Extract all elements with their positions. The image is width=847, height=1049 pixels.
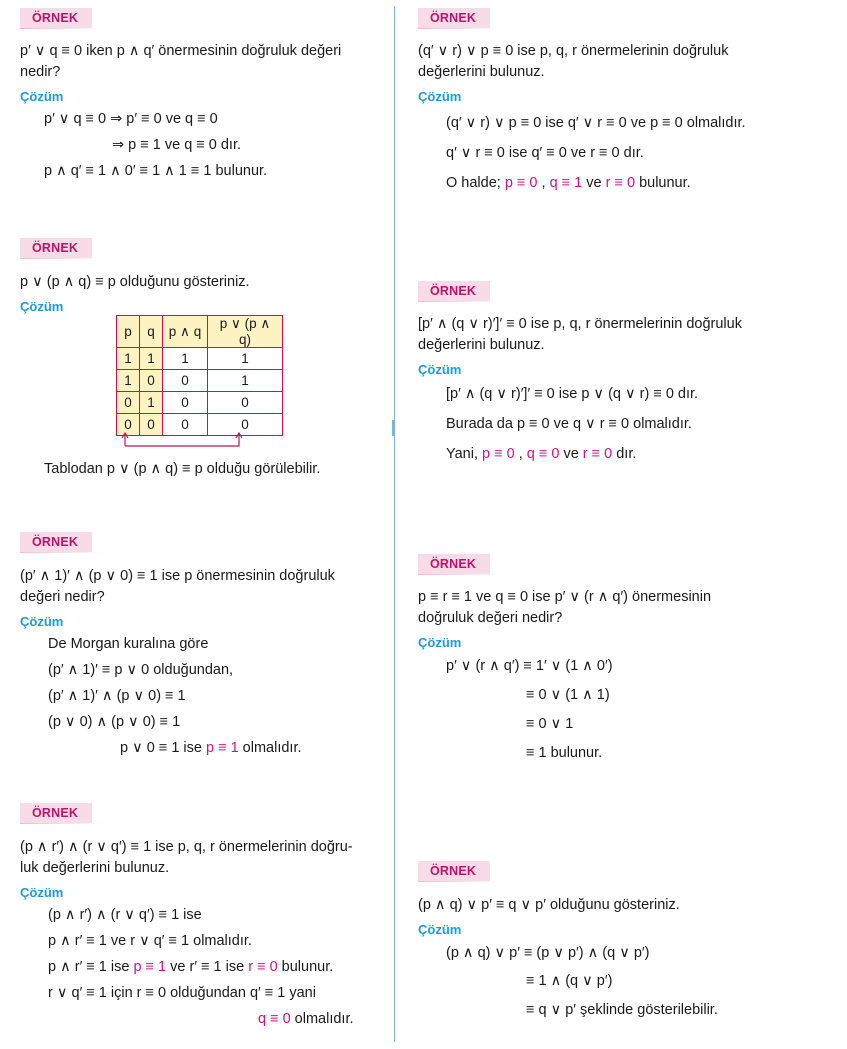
example-badge: ÖRNEK <box>418 554 490 574</box>
table-conclusion: Tablodan p ∨ (p ∧ q) ≡ p olduğu görülebilir. <box>44 461 321 477</box>
table-row <box>117 348 283 370</box>
table-cell: 0 <box>140 370 163 392</box>
solution-line: q′ ∨ r ≡ 0 ise q′ ≡ 0 ve r ≡ 0 dır. <box>446 145 644 161</box>
table-cell: 1 <box>140 392 163 414</box>
solution-line: [p′ ∧ (q ∨ r)′]′ ≡ 0 ise p ∨ (q ∨ r) ≡ 0 dır. <box>446 386 699 402</box>
solution-line: p′ ∨ (r ∧ q′) ≡ 1′ ∨ (1 ∧ 0′) <box>446 658 613 674</box>
highlighted-result: q ≡ 1 <box>549 175 583 191</box>
highlighted-result: p ≡ 0 <box>504 175 538 191</box>
example-badge: ÖRNEK <box>20 8 92 28</box>
left-example-4 <box>20 803 382 1032</box>
highlighted-result: p ≡ 0 <box>482 446 515 462</box>
left-example-1 <box>20 8 380 184</box>
solution-line: p ∧ r′ ≡ 1 ve r ∨ q′ ≡ 1 olmalıdır. <box>48 933 252 949</box>
solution-line: ≡ 1 bulunur. <box>526 745 603 761</box>
example-badge: ÖRNEK <box>418 861 490 881</box>
example-badge: ÖRNEK <box>20 238 92 258</box>
table-cell: 1 <box>117 370 140 392</box>
table-cell: 1 <box>163 348 208 370</box>
solution-line: (p ∨ 0) ∧ (p ∨ 0) ≡ 1 <box>48 714 181 730</box>
solution-label: Çözüm <box>418 89 462 104</box>
solution-label: Çözüm <box>418 635 462 650</box>
column-divider-notch <box>392 420 395 436</box>
solution-line: O halde; p ≡ 0 , q ≡ 1 ve r ≡ 0 bulunur. <box>446 175 691 191</box>
table-cell: 0 <box>140 414 163 436</box>
solution-label: Çözüm <box>418 362 462 377</box>
table-cell: 0 <box>163 414 208 436</box>
solution-line: ⇒ p ≡ 1 ve q ≡ 0 dır. <box>112 137 242 153</box>
table-cell: 1 <box>208 348 283 370</box>
solution-label: Çözüm <box>418 922 462 937</box>
table-cell: q <box>140 316 163 348</box>
solution-line: p ∨ 0 ≡ 1 ise p ≡ 1 olmalıdır. <box>120 740 302 756</box>
solution-line: ≡ 0 ∨ (1 ∧ 1) <box>526 687 610 703</box>
table-cell: 1 <box>117 348 140 370</box>
right-example-1 <box>418 8 828 198</box>
question: p ∨ (p ∧ q) ≡ p olduğunu gösteriniz. <box>20 274 250 290</box>
question: (p ∧ r′) ∧ (r ∨ q′) ≡ 1 ise p, q, r önermelerinin doğru- luk değerlerini bulunuz. <box>20 839 353 876</box>
table-cell: p ∨ (p ∧ q) <box>208 316 283 348</box>
question: p′ ∨ q ≡ 0 iken p ∧ q′ önermesinin doğruluk değeri nedir? <box>20 43 342 80</box>
solution-label: Çözüm <box>20 89 64 104</box>
solution-line: Burada da p ≡ 0 ve q ∨ r ≡ 0 olmalıdır. <box>446 416 692 432</box>
solution-line: Yani, p ≡ 0 , q ≡ 0 ve r ≡ 0 dır. <box>446 446 637 462</box>
highlighted-result: r ≡ 0 <box>582 446 613 462</box>
example-badge: ÖRNEK <box>418 8 490 28</box>
highlighted-result: q ≡ 0 <box>526 446 560 462</box>
table-cell: 0 <box>208 414 283 436</box>
solution-line: (p ∧ r′) ∧ (r ∨ q′) ≡ 1 ise <box>48 907 202 923</box>
solution-line: De Morgan kuralına göre <box>48 636 209 652</box>
highlighted-result: r ≡ 0 <box>605 175 636 191</box>
question: (p ∧ q) ∨ p′ ≡ q ∨ p′ olduğunu gösteriniz. <box>418 897 680 913</box>
table-row <box>117 392 283 414</box>
question: (q′ ∨ r) ∨ p ≡ 0 ise p, q, r önermelerinin doğruluk değerlerini bulunuz. <box>418 43 729 80</box>
right-example-3 <box>418 554 828 768</box>
example-badge: ÖRNEK <box>20 803 92 823</box>
solution-line: ≡ q ∨ p′ şeklinde gösterilebilir. <box>526 1002 718 1018</box>
solution-line: (q′ ∨ r) ∨ p ≡ 0 ise q′ ∨ r ≡ 0 ve p ≡ 0 olmalıdır. <box>446 115 746 131</box>
table-cell: 0 <box>208 392 283 414</box>
comparison-arrows <box>116 430 246 450</box>
table-cell: p <box>117 316 140 348</box>
solution-line: (p ∧ q) ∨ p′ ≡ (p ∨ p′) ∧ (q ∨ p′) <box>446 945 650 961</box>
solution-line: (p′ ∧ 1)′ ∧ (p ∨ 0) ≡ 1 <box>48 688 186 704</box>
left-example-2 <box>20 238 380 314</box>
solution-line: r ∨ q′ ≡ 1 için r ≡ 0 olduğundan q′ ≡ 1 yani <box>48 985 316 1001</box>
solution-line: ≡ 1 ∧ (q ∨ p′) <box>526 973 613 989</box>
question: p ≡ r ≡ 1 ve q ≡ 0 ise p′ ∨ (r ∧ q′) önermesinin doğruluk değeri nedir? <box>418 589 712 626</box>
example-badge: ÖRNEK <box>418 281 490 301</box>
solution-line: p ∧ q′ ≡ 1 ∧ 0′ ≡ 1 ∧ 1 ≡ 1 bulunur. <box>44 163 268 179</box>
solution-label: Çözüm <box>20 614 64 629</box>
solution-line: q ≡ 0 olmalıdır. <box>258 1011 354 1027</box>
column-divider <box>394 6 395 1042</box>
table-cell: 0 <box>117 414 140 436</box>
solution-line: p ∧ r′ ≡ 1 ise p ≡ 1 ve r′ ≡ 1 ise r ≡ 0 bulunur. <box>48 959 334 975</box>
table-cell: 0 <box>117 392 140 414</box>
highlighted-result: r ≡ 0 <box>248 959 278 975</box>
highlighted-result: p ≡ 1 <box>133 959 167 975</box>
question: (p′ ∧ 1)′ ∧ (p ∨ 0) ≡ 1 ise p önermesinin doğruluk değeri nedir? <box>20 568 335 605</box>
table-row <box>117 370 283 392</box>
highlighted-result: q ≡ 0 <box>258 1011 291 1027</box>
table-cell: 1 <box>140 348 163 370</box>
left-example-3 <box>20 532 380 761</box>
highlighted-result: p ≡ 1 <box>205 740 239 756</box>
right-example-2 <box>418 281 828 469</box>
table-cell: p ∧ q <box>163 316 208 348</box>
solution-label: Çözüm <box>20 299 64 314</box>
table-cell: 0 <box>163 392 208 414</box>
question: [p′ ∧ (q ∨ r)′]′ ≡ 0 ise p, q, r önermelerinin doğruluk değerlerini bulunuz. <box>418 316 742 353</box>
truth-table <box>116 315 283 436</box>
example-badge: ÖRNEK <box>20 532 92 552</box>
table-header-row <box>117 316 283 348</box>
table-cell: 1 <box>208 370 283 392</box>
solution-line: p′ ∨ q ≡ 0 ⇒ p′ ≡ 0 ve q ≡ 0 <box>44 111 218 127</box>
solution-line: (p′ ∧ 1)′ ≡ p ∨ 0 olduğundan, <box>48 662 234 678</box>
solution-label: Çözüm <box>20 885 64 900</box>
table-cell: 0 <box>163 370 208 392</box>
right-example-4 <box>418 861 828 1025</box>
solution-line: ≡ 0 ∨ 1 <box>526 716 574 732</box>
